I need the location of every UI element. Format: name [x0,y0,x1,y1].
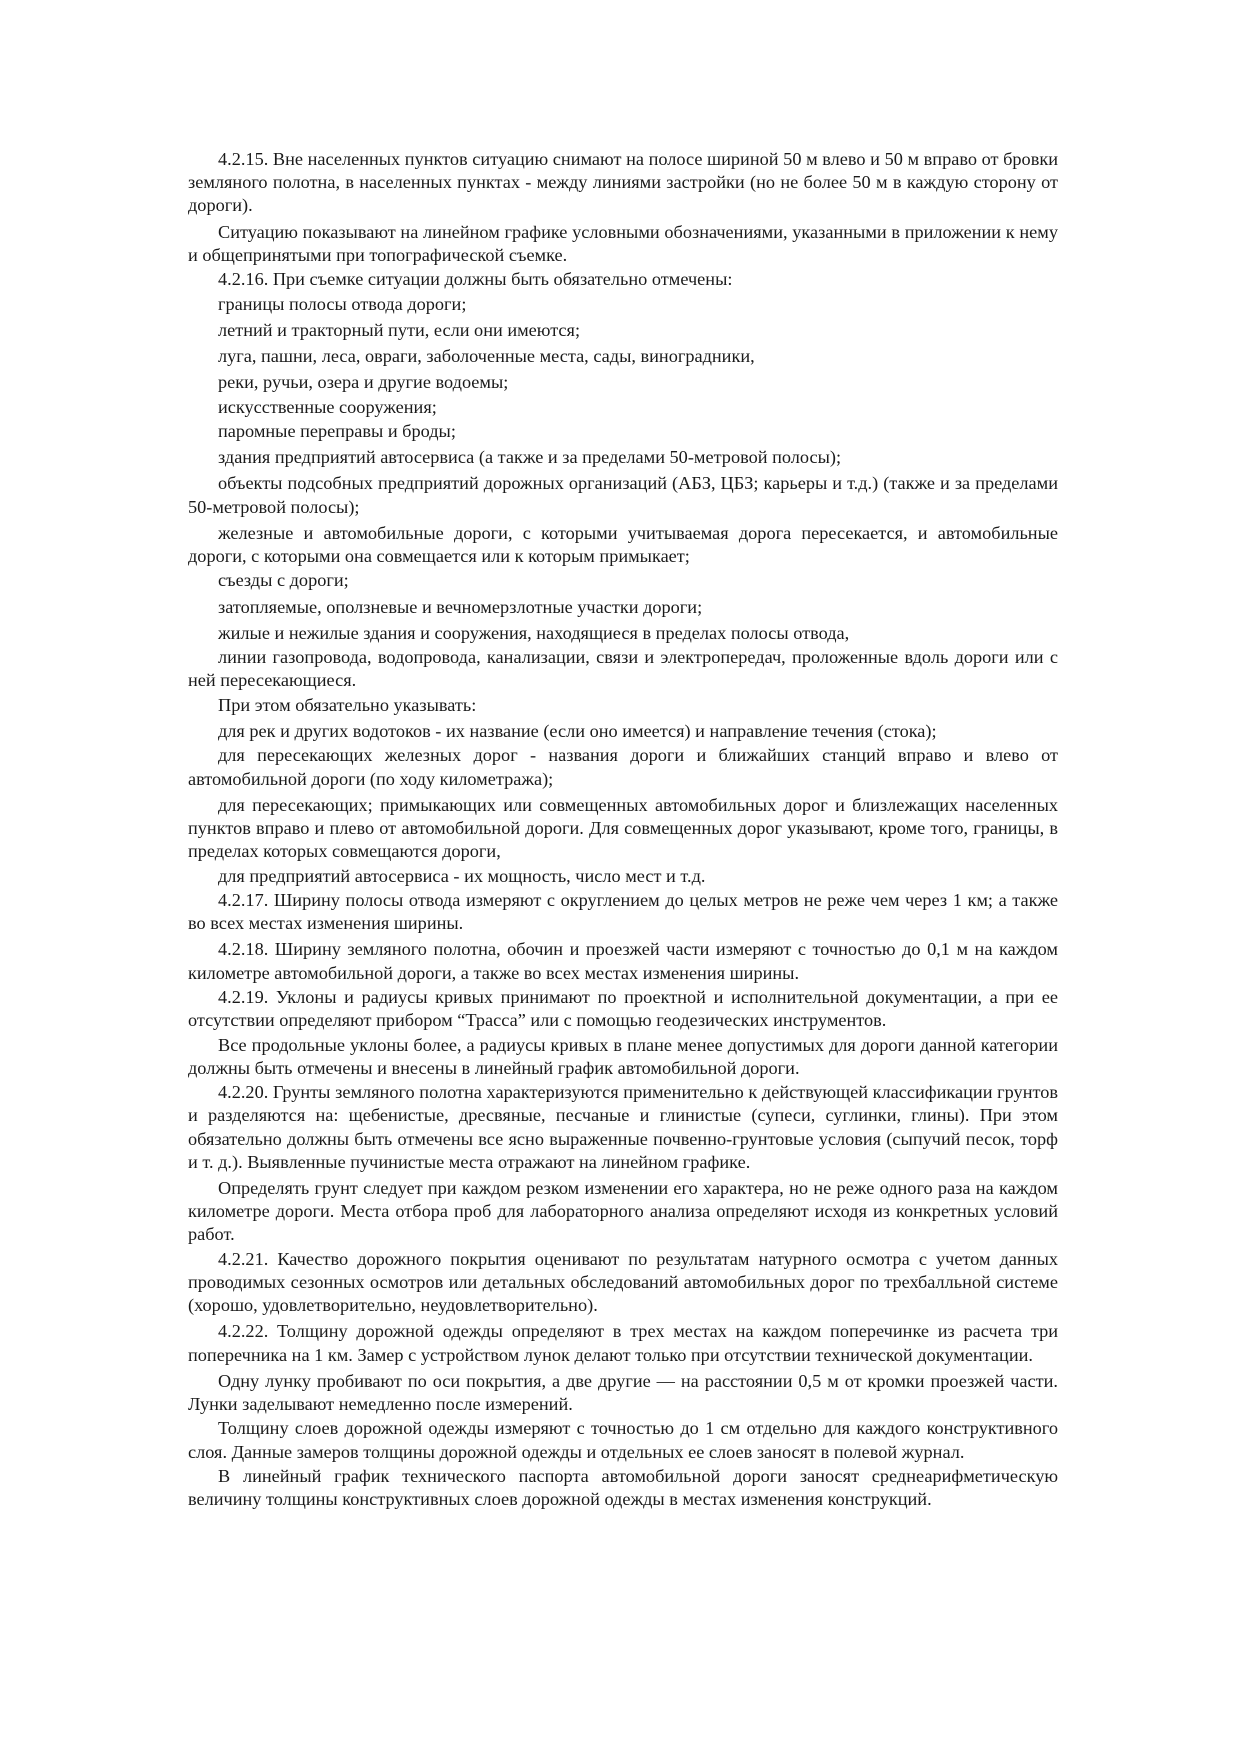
list-item: для пересекающих; примыкающих или совмещенных автомобильных дорог и близлежащих населенных пунктов вправо и плево от автомобильной дороги. Для совмещенных дорог указывают, кроме того, границы, в пределах которых совмещаются дороги, [188,794,1058,862]
list-item: линии газопровода, водопровода, канализации, связи и электропередач, проложенные вдоль дороги или с ней пересекающиеся. [188,647,1058,691]
paragraph-4-2-20: 4.2.20. Грунты земляного полотна характеризуются применительно к действующей классификации грунтов и разделяются на: щебенистые, дресвяные, песчаные и глинистые (супеси, суглинки, глины). При этом обязательно должны быть отмечены все ясно выраженные почвенно-грунтовые условия (сыпучий песок, торф и т. д.). Выявленные пучинистые места отражают на линейном графике. [188,1082,1058,1172]
paragraph-layer-thickness: Толщину слоев дорожной одежды измеряют с точностью до 1 см отдельно для каждого конструктивного слоя. Данные замеров толщины дорожной одежды и отдельных ее слоев заносят в полевой журнал. [188,1418,1058,1462]
paragraph-4-2-22: 4.2.22. Толщину дорожной одежды определяют в трех местах на каждом поперечинке из расчета три поперечника на 1 км. Замер с устройством лунок делают только при отсутствии технической документации. [188,1321,1058,1365]
list-item: паромные переправы и броды; [218,420,456,441]
paragraph-4-2-21: 4.2.21. Качество дорожного покрытия оценивают по результатам натурного осмотра с учетом данных проводимых сезонных осмотров или детальных обследований автомобильных дорог по трехбалльной системе (хорошо, удовлетворительно, неудовлетворительно). [188,1248,1058,1316]
paragraph-slopes: Все продольные уклоны более, а радиусы кривых в плане менее допустимых для дороги данной категории должны быть отмечены и внесены в линейный график автомобильной дороги. [188,1034,1058,1078]
paragraph-situation: Ситуацию показывают на линейном графике условными обозначениями, указанными в приложении к нему и общепринятыми при топографической съемке. [188,221,1058,265]
list-item: съезды с дороги; [218,570,349,591]
paragraph-soil-determination: Определять грунт следует при каждом резком изменении его характера, но не реже одного раза на каждом километре дороги. Места отбора проб для лабораторного анализа определяют исходя из конкретных условий работ. [188,1177,1058,1245]
paragraph-linear-graph: В линейный график технического паспорта автомобильной дороги заносят среднеарифметическую величину толщины конструктивных слоев дорожной одежды в местах изменения конструкций. [188,1465,1058,1510]
paragraph-4-2-16: 4.2.16. При съемке ситуации должны быть обязательно отмечены: [218,269,733,290]
paragraph-4-2-17: 4.2.17. Ширину полосы отвода измеряют с округлением до целых метров не реже чем через 1 км; а также во всех местах изменения ширины. [188,889,1058,934]
list-item: объекты подсобных предприятий дорожных организаций (АБЗ, ЦБЗ; карьеры и т.д.) (также и за пределами 50-метровой полосы); [188,473,1058,517]
document-page [188,148,1058,1513]
list-item: здания предприятий автосервиса (а также и за пределами 50-метровой полосы); [218,447,842,468]
list-item: летний и тракторный пути, если они имеются; [218,319,581,340]
paragraph-4-2-19: 4.2.19. Уклоны и радиусы кривых принимают по проектной и исполнительной документации, а при ее отсутствии определяют прибором “Трасса” или с помощью геодезических инструментов. [188,986,1058,1031]
list-item: затопляемые, оползневые и вечномерзлотные участки дороги; [218,596,703,617]
paragraph-4-2-18: 4.2.18. Ширину земляного полотна, обочин и проезжей части измеряют с точностью до 0,1 м на каждом километре автомобильной дороги, а также во всех местах изменения ширины. [188,939,1058,983]
list-item: для предприятий автосервиса - их мощность, число мест и т.д. [218,865,706,886]
paragraph-holes: Одну лунку пробивают по оси покрытия, а две другие — на расстоянии 0,5 м от кромки проезжей части. Лунки заделывают немедленно после измерений. [188,1370,1058,1414]
paragraph-must-indicate: При этом обязательно указывать: [218,694,477,715]
list-item: для рек и других водотоков - их название (если оно имеется) и направление течения (стока); [218,720,937,741]
list-item: границы полосы отвода дороги; [218,293,467,314]
list-item: железные и автомобильные дороги, с которыми учитываемая дорога пересекается, и автомобильные дороги, с которыми она совмещается или к которым примыкает; [188,522,1058,566]
list-item: искусственные сооружения; [218,396,437,417]
list-item: реки, ручьи, озера и другие водоемы; [218,372,509,393]
list-item: жилые и нежилые здания и сооружения, находящиеся в пределах полосы отвода, [218,622,850,643]
paragraph-4-2-15: 4.2.15. Вне населенных пунктов ситуацию снимают на полосе шириной 50 м влево и 50 м вправо от бровки земляного полотна, в населенных пунктах - между линиями застройки (но не более 50 м в каждую сторону от дороги). [188,149,1058,216]
list-item: луга, пашни, леса, овраги, заболоченные места, сады, виноградники, [218,346,755,366]
list-item: для пересекающих железных дорог - названия дороги и ближайших станций вправо и влево от автомобильной дороги (по ходу километража); [188,745,1058,789]
